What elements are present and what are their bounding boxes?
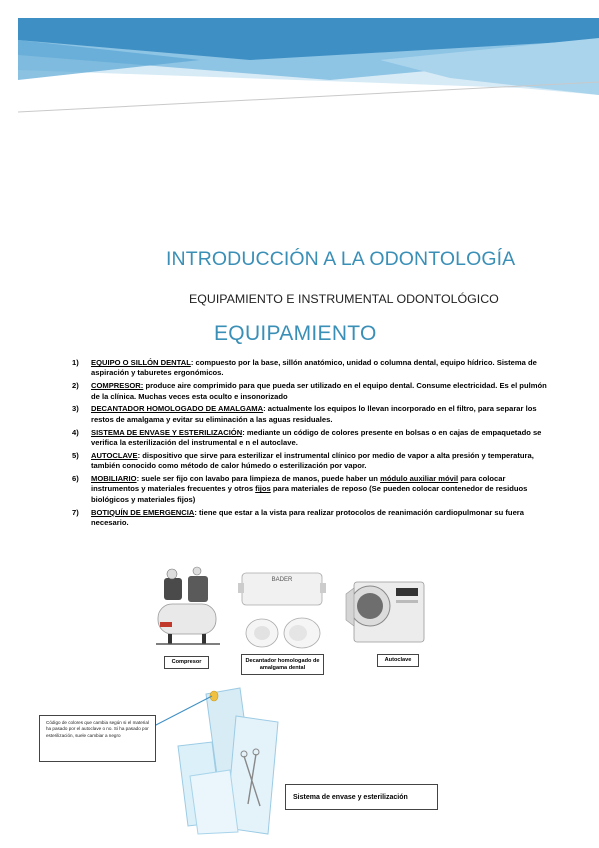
list-item: 5) AUTOCLAVE: dispositivo que sirve para esterilizar el instrumental clínico por medio de vapor a alta presión y temperatura, también conocido como método de calor húmedo o esterilización por vapor.: [72, 450, 534, 471]
list-item: 6) MOBILIARIO: suele ser fijo con lavabo para limpieza de manos, puede haber un módulo auxiliar móvil para colocar instrumentos y materiales frecuentes y otros fijos para materiales de reposo (Se pueden colocar contenedor de residuos biológicos y materiales fijos): [72, 474, 528, 504]
equipment-list: [72, 358, 552, 531]
item-term: EQUIPO O SILLÓN DENTAL: [91, 358, 191, 367]
note-pointer-line: [150, 690, 220, 730]
item-term: BOTIQUÍN DE EMERGENCIA: [91, 507, 195, 517]
document-title: INTRODUCCIÓN A LA ODONTOLOGÍA: [166, 248, 516, 270]
header-banner: [0, 0, 599, 120]
item-term: MOBILIARIO: [91, 474, 137, 484]
amalgam-separator-image: [236, 567, 328, 657]
list-item: 7) BOTIQUÍN DE EMERGENCIA: tiene que estar a la vista para realizar protocolos de reanimación cardiopulmonar su fuera necesario.: [72, 507, 524, 528]
compresor-caption: Compresor: [164, 656, 209, 669]
item-term: COMPRESOR:: [91, 381, 144, 391]
item-term: SISTEMA DE ENVASE Y ESTERILIZACIÓN: [91, 427, 243, 437]
document-subtitle: EQUIPAMIENTO E INSTRUMENTAL ODONTOLÓGICO: [189, 292, 499, 306]
svg-text:BADER: BADER: [271, 577, 293, 583]
compressor-image: [150, 566, 230, 656]
list-item: 3) DECANTADOR HOMOLOGADO DE AMALGAMA: actualmente los equipos lo llevan incorporado en el filtro, para separar los restos de amalgama y evitar su eliminación a las aguas residuales.: [72, 404, 537, 424]
decantador-caption: Decantador homologado de amalgama dental: [241, 654, 324, 675]
item-link: fijos: [255, 484, 271, 494]
list-item: 4) SISTEMA DE ENVASE Y ESTERILIZACIÓN: mediante un código de colores presente en bolsas o en cajas de empaquetado se verifica la esterilización del instrumental e n el autoclave.: [72, 427, 542, 448]
item-link: módulo auxiliar móvil: [380, 474, 459, 484]
item-term: AUTOCLAVE: [91, 450, 138, 460]
autoclave-image: [344, 574, 428, 648]
list-item: 2) COMPRESOR: produce aire comprimido para que pueda ser utilizado en el equipo dental. Consume electricidad. Es el pulmón de la clínica. Muchas veces esta oculto e insonorizado: [72, 381, 547, 401]
list-item: 1) EQUIPO O SILLÓN DENTAL: compuesto por la base, sillón anatómico, unidad o columna dental, equipo hídrico. Sistema de aspiración y taburetes ergonómicos.: [72, 358, 537, 378]
autoclave-caption: Autoclave: [377, 654, 419, 667]
envase-caption: Sistema de envase y esterilización: [285, 784, 438, 810]
color-code-note: Código de colores que cambia según si el material ha pasado por el autoclave o no. Si ha pasado por esterilización, suele cambiar a negro: [39, 715, 156, 762]
section-heading: EQUIPAMIENTO: [214, 322, 377, 345]
item-term: DECANTADOR HOMOLOGADO DE AMALGAMA: [91, 404, 264, 414]
